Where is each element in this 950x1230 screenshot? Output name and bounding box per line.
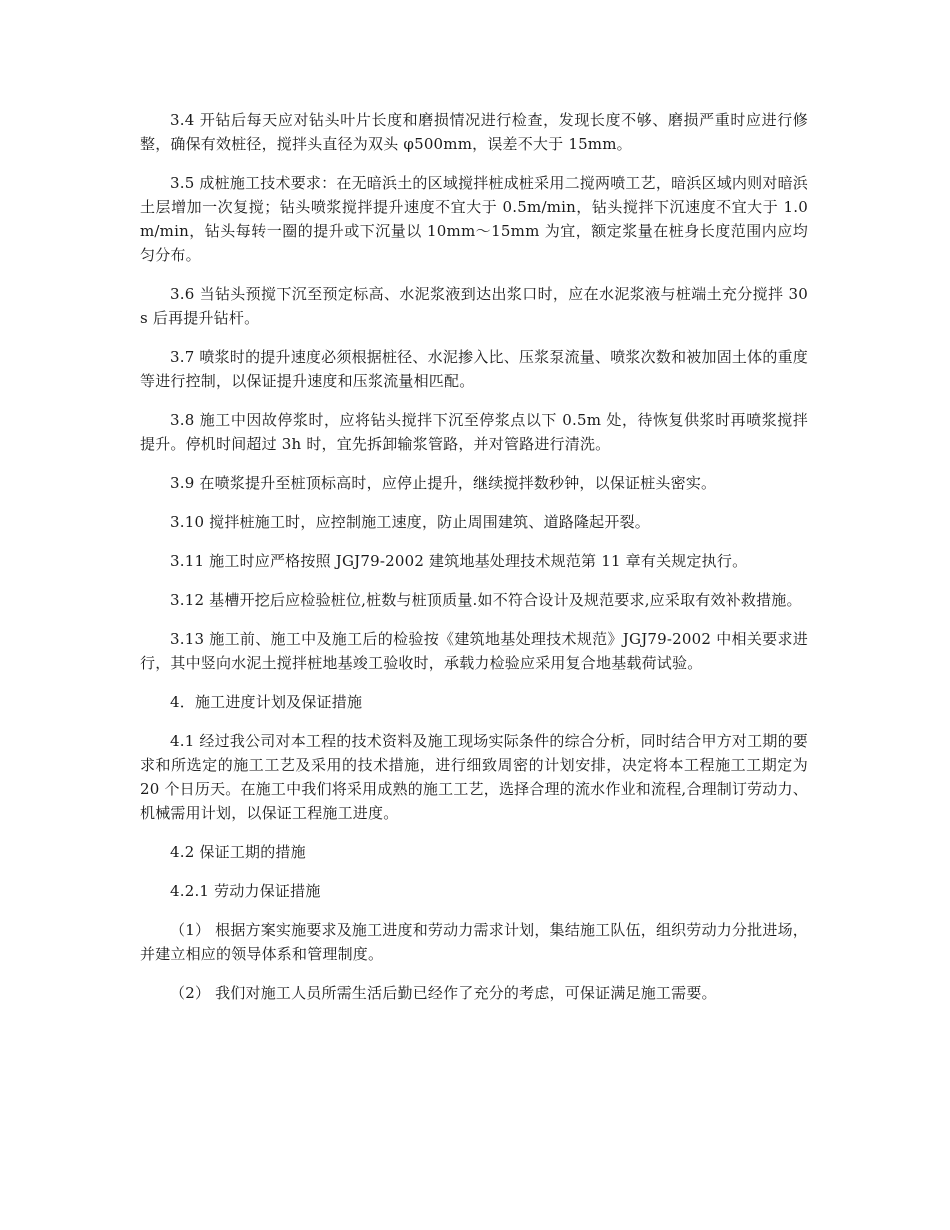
paragraph-3-12: 3.12 基槽开挖后应检验桩位,桩数与桩顶质量.如不符合设计及规范要求,应采取有效补救措施。 xyxy=(170,591,802,609)
paragraph-3-10: 3.10 搅拌桩施工时，应控制施工速度，防止周围建筑、道路隆起开裂。 xyxy=(170,513,650,531)
paragraph-3-11: 3.11 施工时应严格按照 JGJ79-2002 建筑地基处理技术规范第 11 章有关规定执行。 xyxy=(170,552,748,570)
paragraph-3-8: 3.8 施工中因故停浆时，应将钻头搅拌下沉至停浆点以下 0.5m 处，待恢复供浆时再喷浆搅拌提升。停机时间超过 3h 时，宜先拆卸输浆管路，并对管路进行清洗。 xyxy=(140,411,808,453)
section-heading-4-2-1: 4.2.1 劳动力保证措施 xyxy=(170,882,321,900)
paragraph-3-4: 3.4 开钻后每天应对钻头叶片长度和磨损情况进行检查，发现长度不够、磨损严重时应进行修整，确保有效桩径，搅拌头直径为双头 φ500mm，误差不大于 15mm。 xyxy=(140,111,808,153)
section-heading-4-2: 4.2 保证工期的措施 xyxy=(170,843,306,861)
paragraph-3-13: 3.13 施工前、施工中及施工后的检验按《建筑地基处理技术规范》JGJ79-2002 中相关要求进行，其中竖向水泥土搅拌桩地基竣工验收时，承载力检验应采用复合地基载荷试验。 xyxy=(140,630,808,672)
section-heading-4: 4．施工进度计划及保证措施 xyxy=(170,693,363,711)
list-item-2: （2） 我们对施工人员所需生活后勤已经作了充分的考虑，可保证满足施工需要。 xyxy=(170,984,717,1002)
paragraph-4-1: 4.1 经过我公司对本工程的技术资料及施工现场实际条件的综合分析，同时结合甲方对工期的要求和所选定的施工工艺及采用的技术措施，进行细致周密的计划安排，决定将本工程施工工期定为 20 个日历天。在施工中我们将采用成熟的施工工艺，选择合理的流水作业和流程,合理制订劳动力、机械需用计划，以保证工程施工进度。 xyxy=(140,732,808,822)
paragraph-3-5: 3.5 成桩施工技术要求：在无暗浜土的区域搅拌桩成桩采用二搅两喷工艺，暗浜区域内则对暗浜土层增加一次复搅；钻头喷浆搅拌提升速度不宜大于 0.5m/min，钻头搅拌下沉速度不宜大于 1.0m/min，钻头每转一圈的提升或下沉量以 10mm～15mm 为宜，额定浆量在桩身长度范围内应均匀分布。 xyxy=(140,174,808,264)
list-item-1: （1） 根据方案实施要求及施工进度和劳动力需求计划，集结施工队伍，组织劳动力分批进场，并建立相应的领导体系和管理制度。 xyxy=(140,921,808,963)
paragraph-3-6: 3.6 当钻头预搅下沉至预定标高、水泥浆液到达出浆口时，应在水泥浆液与桩端土充分搅拌 30s 后再提升钻杆。 xyxy=(140,285,808,327)
paragraph-3-9: 3.9 在喷浆提升至桩顶标高时，应停止提升，继续搅拌数秒钟，以保证桩头密实。 xyxy=(170,474,717,492)
document-body xyxy=(140,108,808,1020)
paragraph-3-7: 3.7 喷浆时的提升速度必须根据桩径、水泥掺入比、压浆泵流量、喷浆次数和被加固土体的重度等进行控制，以保证提升速度和压浆流量相匹配。 xyxy=(140,348,808,390)
